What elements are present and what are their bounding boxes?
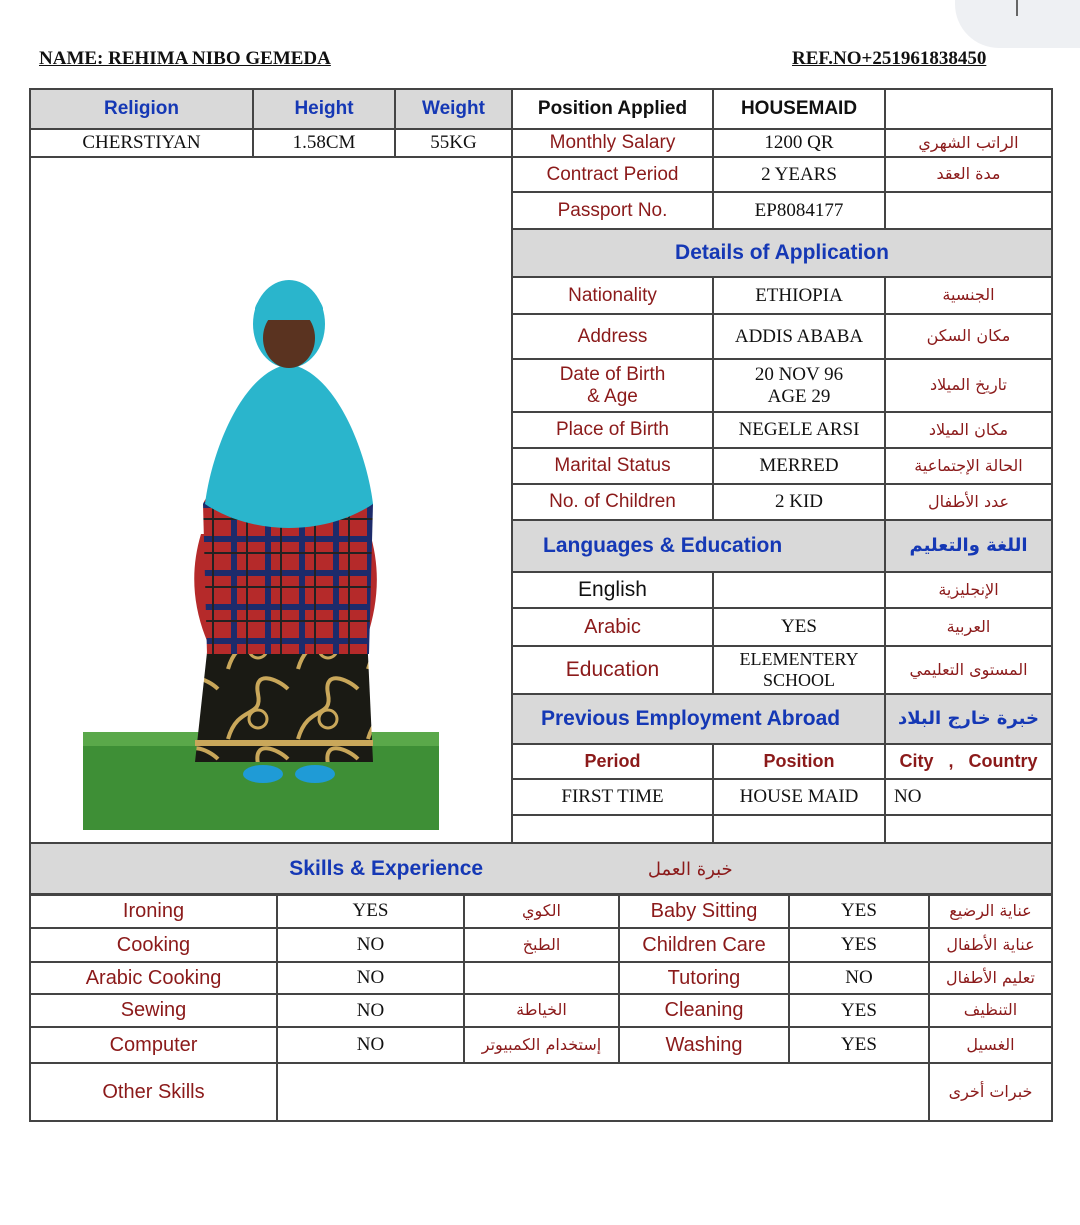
nationality-ar: الجنسية bbox=[885, 277, 1052, 314]
skills-heading-ar: خبرة العمل bbox=[647, 858, 733, 880]
skill-washing-label: Washing bbox=[619, 1027, 789, 1063]
city-country-comma: , bbox=[948, 751, 954, 772]
period-label: Period bbox=[512, 744, 713, 779]
details-heading: Details of Application bbox=[512, 229, 1052, 277]
city-label: City bbox=[899, 751, 934, 772]
city-country-label bbox=[885, 744, 1052, 779]
skill-washing-ar: الغسيل bbox=[929, 1027, 1052, 1063]
skill-computer-ar: إستخدام الكمبيوتر bbox=[464, 1027, 619, 1063]
skills-heading-band bbox=[30, 843, 1052, 895]
skill-baby-sitting-value: YES bbox=[789, 894, 929, 928]
weight-value: 55KG bbox=[395, 129, 512, 157]
address-value: ADDIS ABABA bbox=[713, 314, 885, 359]
education-ar: المستوى التعليمي bbox=[885, 646, 1052, 694]
skill-computer-value: NO bbox=[277, 1027, 464, 1063]
children-value: 2 KID bbox=[713, 484, 885, 520]
passport-label: Passport No. bbox=[512, 192, 713, 229]
nationality-label: Nationality bbox=[512, 277, 713, 314]
skill-cleaning-ar: التنظيف bbox=[929, 994, 1052, 1027]
other-skills-ar: خبرات أخرى bbox=[929, 1063, 1052, 1121]
skill-ironing-label: Ironing bbox=[30, 894, 277, 928]
contract-period-label: Contract Period bbox=[512, 157, 713, 192]
skill-cooking-label: Cooking bbox=[30, 928, 277, 962]
arabic-label: Arabic bbox=[512, 608, 713, 646]
arabic-value: YES bbox=[713, 608, 885, 646]
nationality-value: ETHIOPIA bbox=[713, 277, 885, 314]
religion-label: Religion bbox=[30, 89, 253, 129]
skill-cooking-ar: الطبخ bbox=[464, 928, 619, 962]
skill-arabic-cooking-value: NO bbox=[277, 962, 464, 994]
skill-computer-label: Computer bbox=[30, 1027, 277, 1063]
languages-heading: Languages & Education bbox=[512, 520, 885, 572]
languages-heading-ar: اللغة والتعليم bbox=[885, 520, 1052, 572]
skill-tutoring-ar: تعليم الأطفال bbox=[929, 962, 1052, 994]
height-label: Height bbox=[253, 89, 395, 129]
address-label: Address bbox=[512, 314, 713, 359]
weight-label: Weight bbox=[395, 89, 512, 129]
dob-value bbox=[713, 359, 885, 412]
skill-arabic-cooking-ar bbox=[464, 962, 619, 994]
employment-blank-2 bbox=[713, 815, 885, 843]
dob-label bbox=[512, 359, 713, 412]
marital-value: MERRED bbox=[713, 448, 885, 484]
skill-cleaning-label: Cleaning bbox=[619, 994, 789, 1027]
position-applied-value: HOUSEMAID bbox=[713, 89, 885, 129]
skill-sewing-ar: الخياطة bbox=[464, 994, 619, 1027]
pob-label: Place of Birth bbox=[512, 412, 713, 448]
skills-table bbox=[29, 893, 1053, 1122]
education-label: Education bbox=[512, 646, 713, 694]
monthly-salary-value: 1200 QR bbox=[713, 129, 885, 157]
skill-baby-sitting-label: Baby Sitting bbox=[619, 894, 789, 928]
position-applied-label: Position Applied bbox=[512, 89, 713, 129]
skills-heading: Skills & Experience bbox=[289, 856, 484, 880]
education-value bbox=[713, 646, 885, 694]
monthly-salary-ar: الراتب الشهري bbox=[885, 129, 1052, 157]
employment-blank-3 bbox=[885, 815, 1052, 843]
skill-cooking-value: NO bbox=[277, 928, 464, 962]
employment-heading: Previous Employment Abroad bbox=[512, 694, 885, 744]
education-value-line2: SCHOOL bbox=[762, 670, 835, 690]
period-value: FIRST TIME bbox=[512, 779, 713, 815]
height-value: 1.58CM bbox=[253, 129, 395, 157]
dob-label-line2: & Age bbox=[587, 385, 638, 407]
marital-ar: الحالة الإجتماعية bbox=[885, 448, 1052, 484]
contract-period-value: 2 YEARS bbox=[713, 157, 885, 192]
skill-arabic-cooking-label: Arabic Cooking bbox=[30, 962, 277, 994]
pob-value: NEGELE ARSI bbox=[713, 412, 885, 448]
english-label: English bbox=[512, 572, 713, 608]
other-skills-value bbox=[277, 1063, 929, 1121]
country-label: Country bbox=[968, 751, 1038, 772]
passport-value: EP8084177 bbox=[713, 192, 885, 229]
contract-period-ar: مدة العقد bbox=[885, 157, 1052, 192]
religion-value: CHERSTIYAN bbox=[30, 129, 253, 157]
skill-sewing-value: NO bbox=[277, 994, 464, 1027]
skill-ironing-value: YES bbox=[277, 894, 464, 928]
position-applied-blank bbox=[885, 89, 1052, 129]
applicant-name: NAME: REHIMA NIBO GEMEDA bbox=[39, 48, 331, 69]
english-ar: الإنجليزية bbox=[885, 572, 1052, 608]
monthly-salary-label: Monthly Salary bbox=[512, 129, 713, 157]
application-table bbox=[29, 88, 1053, 896]
employment-position-value: HOUSE MAID bbox=[713, 779, 885, 815]
corner-mark bbox=[1016, 0, 1018, 16]
skill-children-care-label: Children Care bbox=[619, 928, 789, 962]
arabic-ar: العربية bbox=[885, 608, 1052, 646]
skill-tutoring-value: NO bbox=[789, 962, 929, 994]
position-label: Position bbox=[713, 744, 885, 779]
marital-label: Marital Status bbox=[512, 448, 713, 484]
reference-number: REF.NO+251961838450 bbox=[792, 48, 987, 69]
address-ar: مكان السكن bbox=[885, 314, 1052, 359]
skill-sewing-label: Sewing bbox=[30, 994, 277, 1027]
city-country-value: NO bbox=[885, 779, 1052, 815]
applicant-photo bbox=[83, 254, 439, 830]
dob-value-line1: 20 NOV 96 bbox=[754, 363, 844, 385]
passport-blank bbox=[885, 192, 1052, 229]
children-label: No. of Children bbox=[512, 484, 713, 520]
employment-heading-ar: خبرة خارج البلاد bbox=[885, 694, 1052, 744]
skill-cleaning-value: YES bbox=[789, 994, 929, 1027]
english-value bbox=[713, 572, 885, 608]
pob-ar: مكان الميلاد bbox=[885, 412, 1052, 448]
photo-cell bbox=[30, 157, 512, 843]
skill-baby-sitting-ar: عناية الرضيع bbox=[929, 894, 1052, 928]
skill-tutoring-label: Tutoring bbox=[619, 962, 789, 994]
skill-ironing-ar: الكوي bbox=[464, 894, 619, 928]
skill-washing-value: YES bbox=[789, 1027, 929, 1063]
skill-children-care-ar: عناية الأطفال bbox=[929, 928, 1052, 962]
other-skills-label: Other Skills bbox=[30, 1063, 277, 1121]
dob-ar: تاريخ الميلاد bbox=[885, 359, 1052, 412]
dob-label-line1: Date of Birth bbox=[559, 363, 666, 385]
education-value-line1: ELEMENTERY bbox=[739, 649, 859, 670]
skill-children-care-value: YES bbox=[789, 928, 929, 962]
applicant-photo-icon bbox=[83, 254, 439, 830]
dob-value-line2: AGE 29 bbox=[767, 385, 831, 407]
children-ar: عدد الأطفال bbox=[885, 484, 1052, 520]
employment-blank-1 bbox=[512, 815, 713, 843]
